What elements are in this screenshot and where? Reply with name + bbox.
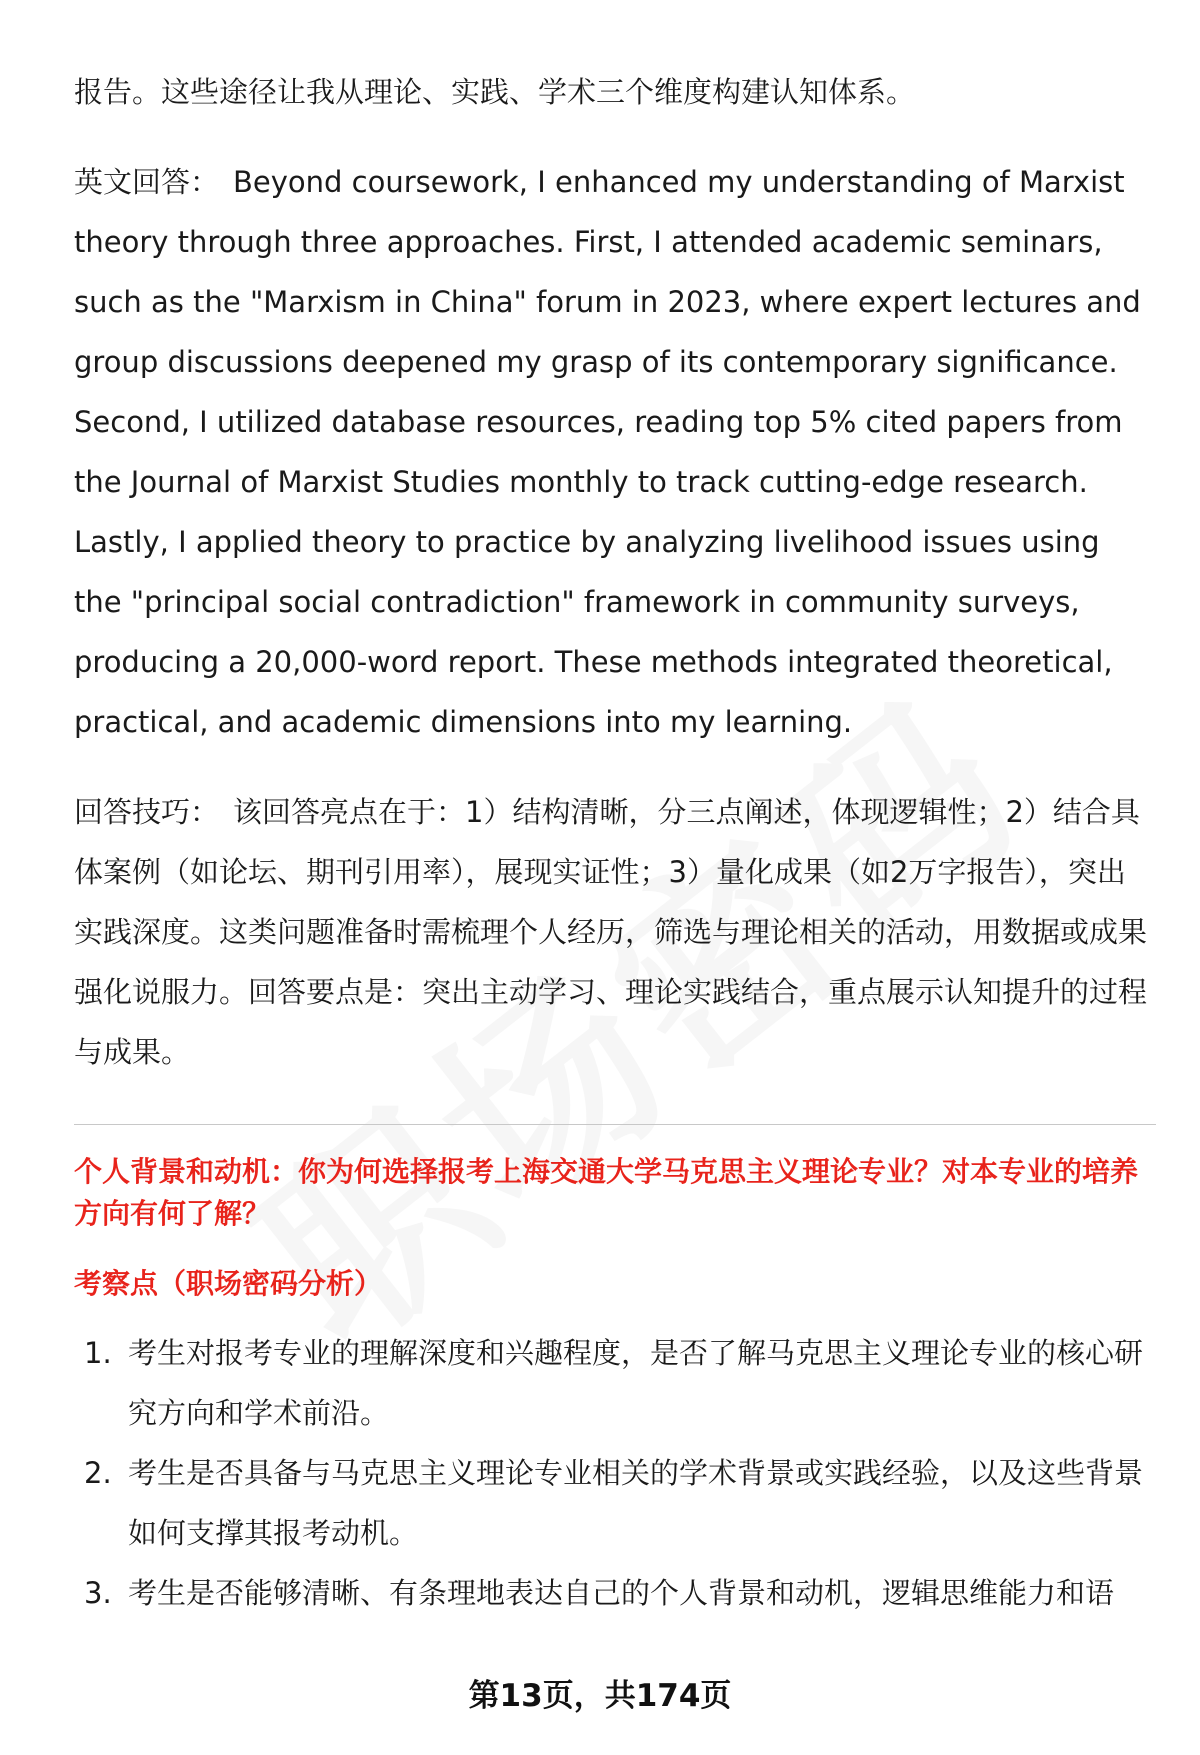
list-item: [74, 1443, 1154, 1563]
list-item-number: 2.: [84, 1456, 112, 1490]
list-item-text: 考生是否能够清晰、有条理地表达自己的个人背景和动机，逻辑思维能力和语: [128, 1576, 1115, 1610]
tips-paragraph: [74, 782, 1154, 1082]
english-answer-paragraph: [74, 152, 1154, 752]
tips-label: 回答技巧：: [74, 795, 220, 829]
points-list: [74, 1323, 1154, 1623]
list-item-number: 3.: [84, 1576, 112, 1610]
list-item-number: 1.: [84, 1336, 112, 1370]
question-heading: 个人背景和动机：你为何选择报考上海交通大学马克思主义理论专业？对本专业的培养方向有何了解？: [74, 1155, 1139, 1230]
section-title: 考察点（职场密码分析）: [74, 1267, 383, 1300]
list-item-text: 考生是否具备与马克思主义理论专业相关的学术背景或实践经验，以及这些背景如何支撑其报考动机。: [128, 1456, 1144, 1550]
list-item-text: 考生对报考专业的理解深度和兴趣程度，是否了解马克思主义理论专业的核心研究方向和学术前沿。: [128, 1336, 1144, 1430]
intro-tail-paragraph: 报告。这些途径让我从理论、实践、学术三个维度构建认知体系。: [74, 75, 916, 109]
page-number-footer: 第13页，共174页: [468, 1678, 732, 1714]
english-answer-label: 英文回答：: [74, 165, 220, 199]
section-divider: [74, 1124, 1156, 1125]
english-answer-text: Beyond coursework, I enhanced my understanding of Marxist theory through three approaches. First, I attended academic seminars, such as the "Marxism in China" forum in 2023, where expert lectures and group discussions deepened my grasp of its contemporary significance. Second, I utilized database resources, reading top 5% cited papers from the Journal of Marxist Studies monthly to track cutting-edge research. Lastly, I applied theory to practice by analyzing livelihood issues using the "principal social contradiction" framework in community surveys, producing a 20,000-word report. These methods integrated theoretical, practical, and academic dimensions into my learning.: [74, 165, 1141, 739]
list-item: [74, 1323, 1154, 1443]
tips-text: 该回答亮点在于：1）结构清晰，分三点阐述，体现逻辑性；2）结合具体案例（如论坛、期刊引用率），展现实证性；3）量化成果（如2万字报告），突出实践深度。这类问题准备时需梳理个人经历，筛选与理论相关的活动，用数据或成果强化说服力。回答要点是：突出主动学习、理论实践结合，重点展示认知提升的过程与成果。: [74, 795, 1148, 1069]
page-content: [74, 62, 1154, 1623]
list-item: [74, 1563, 1154, 1623]
